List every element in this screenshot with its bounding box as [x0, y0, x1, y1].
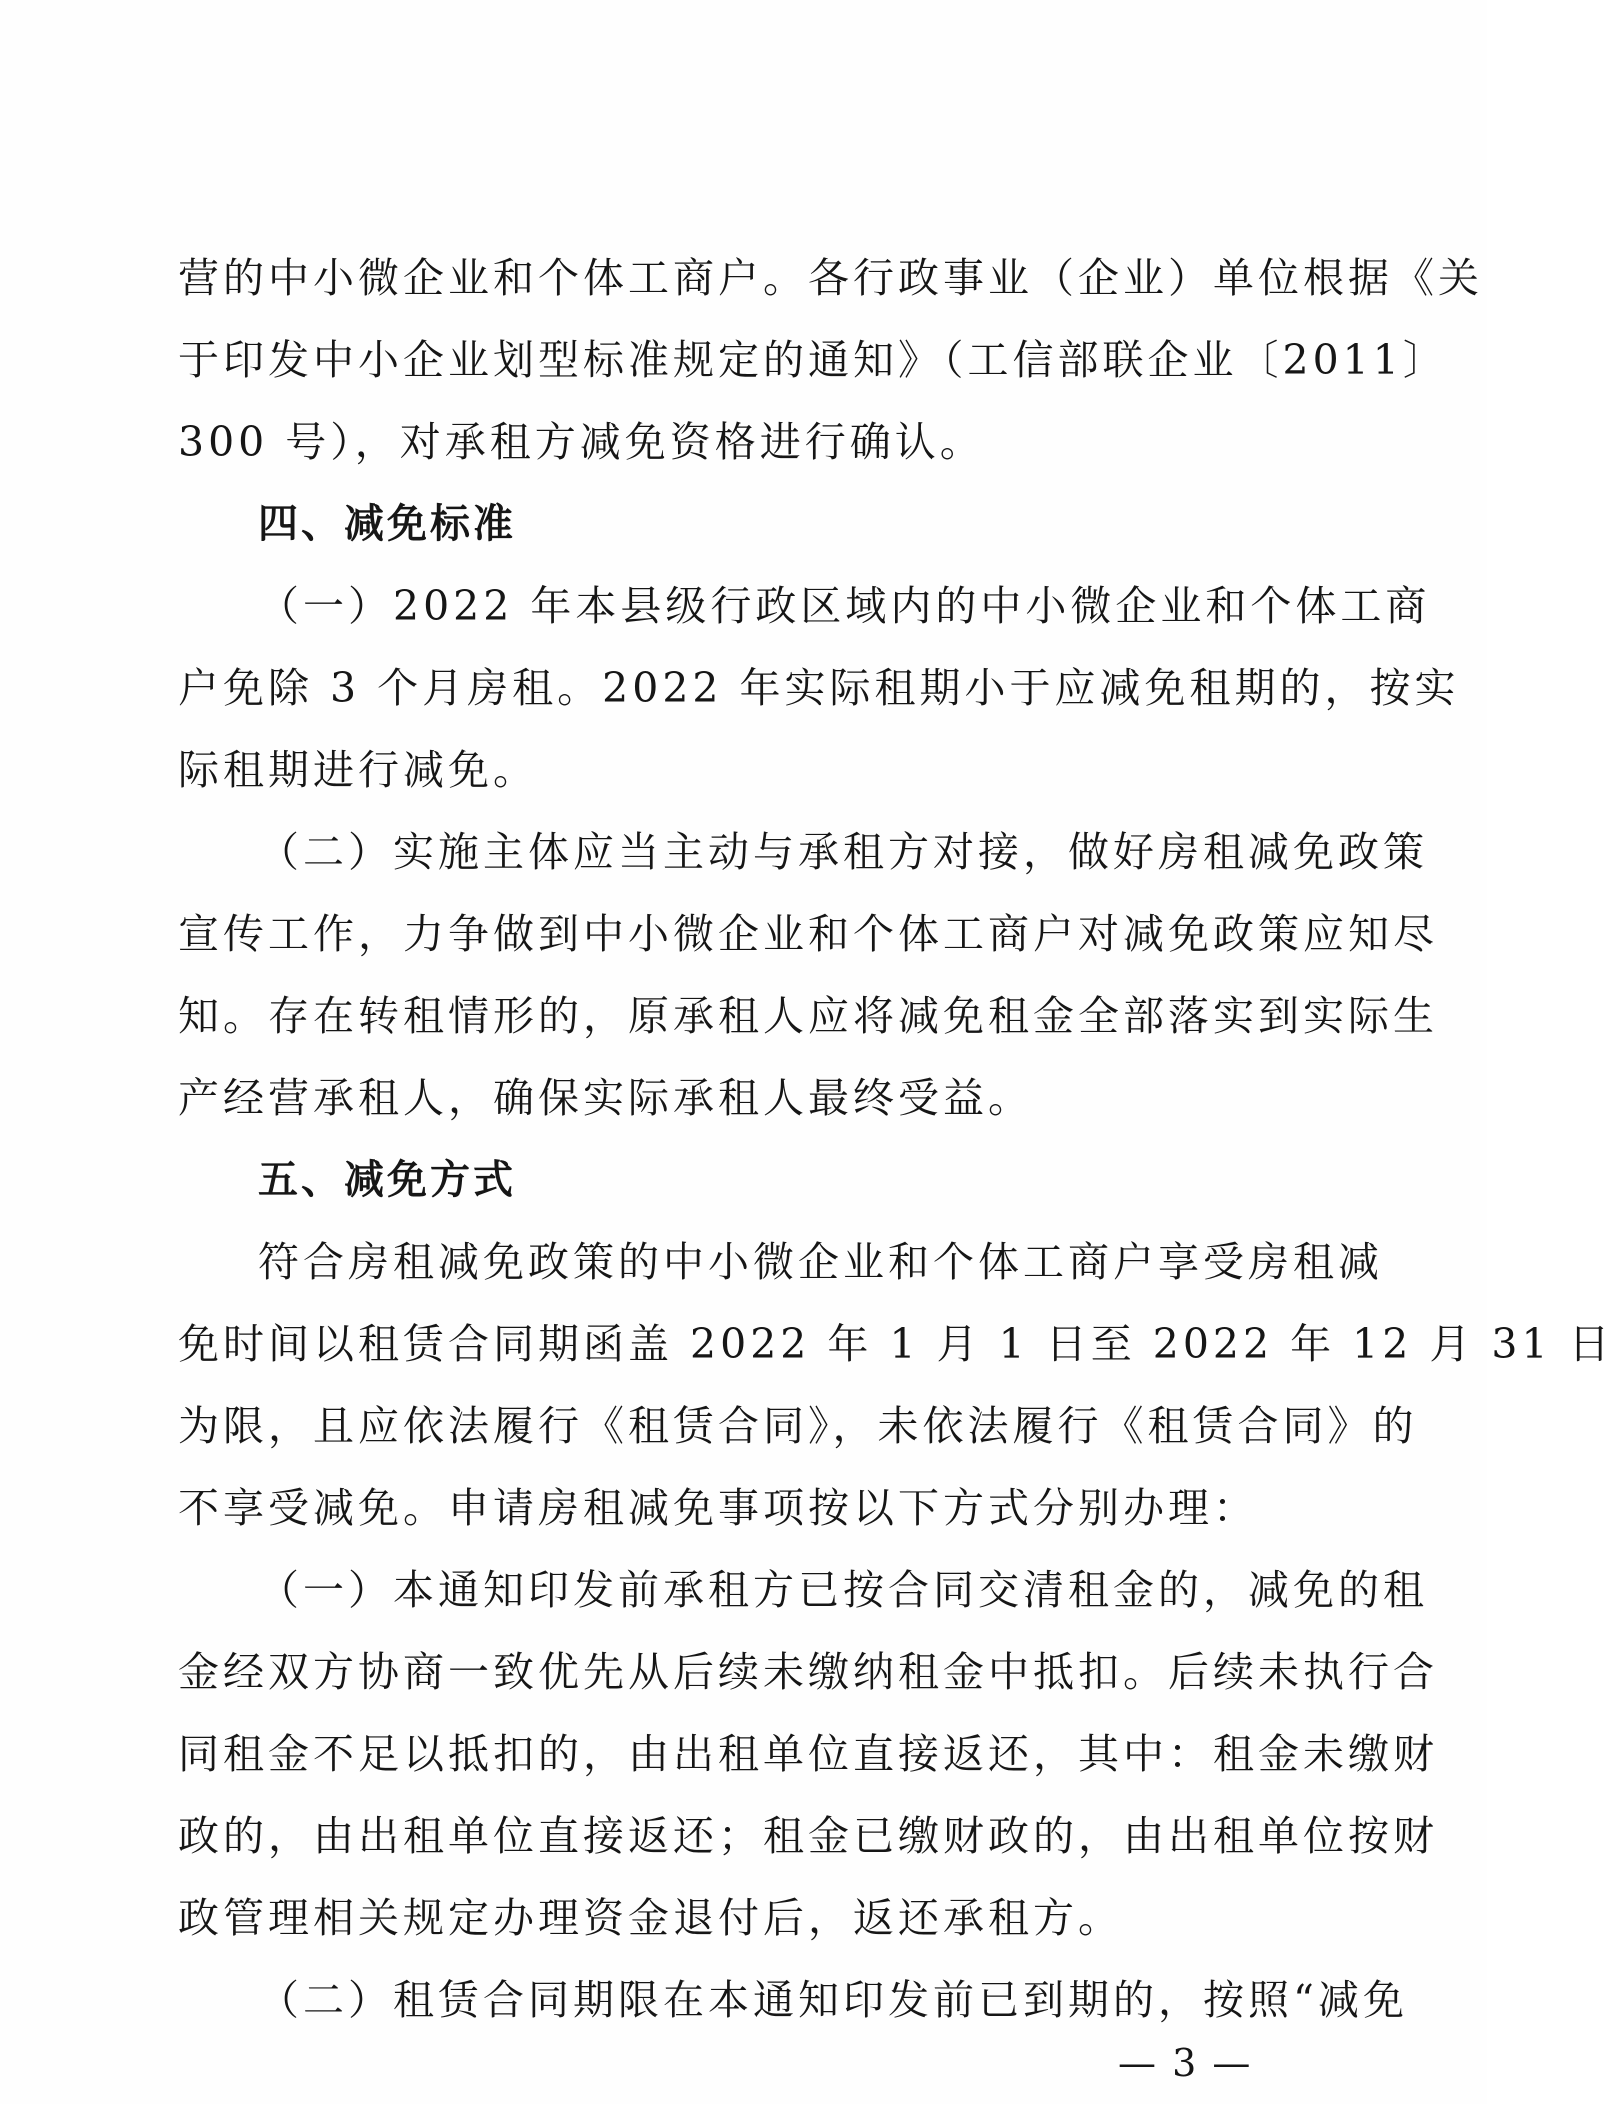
- body-text-line: 同租金不足以抵扣的，由出租单位直接返还，其中：租金未缴财: [178, 1730, 1438, 1778]
- body-text-line: 营的中小微企业和个体工商户。各行政事业（企业）单位根据《关: [178, 254, 1483, 302]
- section-heading: 五、减免方式: [258, 1157, 516, 1203]
- body-text-line: 户免除 3 个月房租。2022 年实际租期小于应减免租期的，按实: [178, 664, 1460, 712]
- body-text-line: 政管理相关规定办理资金退付后，返还承租方。: [178, 1894, 1123, 1942]
- body-text-line: 际租期进行减免。: [178, 746, 538, 794]
- body-text-line: 不享受减免。申请房租减免事项按以下方式分别办理：: [178, 1484, 1258, 1532]
- body-text-line: 符合房租减免政策的中小微企业和个体工商户享受房租减: [258, 1238, 1383, 1286]
- body-text-line: 免时间以租赁合同期函盖 2022 年 1 月 1 日至 2022 年 12 月 31 日: [178, 1320, 1614, 1368]
- body-text-line: （一）2022 年本县级行政区域内的中小微企业和个体工商: [258, 582, 1431, 630]
- body-text-line: 于印发中小企业划型标准规定的通知》（工信部联企业〔2011〕: [178, 336, 1448, 384]
- body-text-line: 产经营承租人，确保实际承租人最终受益。: [178, 1074, 1033, 1122]
- body-text-line: 知。存在转租情形的，原承租人应将减免租金全部落实到实际生: [178, 992, 1438, 1040]
- body-text-line: 为限，且应依法履行《租赁合同》，未依法履行《租赁合同》的: [178, 1402, 1418, 1450]
- body-text-line: 金经双方协商一致优先从后续未缴纳租金中抵扣。后续未执行合: [178, 1648, 1438, 1696]
- section-heading: 四、减免标准: [258, 501, 516, 547]
- body-text-line: （二）实施主体应当主动与承租方对接，做好房租减免政策: [258, 828, 1428, 876]
- page-number: — 3 —: [1118, 2041, 1253, 2085]
- body-text-line: （一）本通知印发前承租方已按合同交清租金的，减免的租: [258, 1566, 1428, 1614]
- body-text-line: 300 号），对承租方减免资格进行确认。: [178, 418, 985, 466]
- body-text-line: 政的，由出租单位直接返还；租金已缴财政的，由出租单位按财: [178, 1812, 1438, 1860]
- body-text-line: （二）租赁合同期限在本通知印发前已到期的，按照“减免: [258, 1976, 1408, 2024]
- body-text-line: 宣传工作，力争做到中小微企业和个体工商户对减免政策应知尽: [178, 910, 1438, 958]
